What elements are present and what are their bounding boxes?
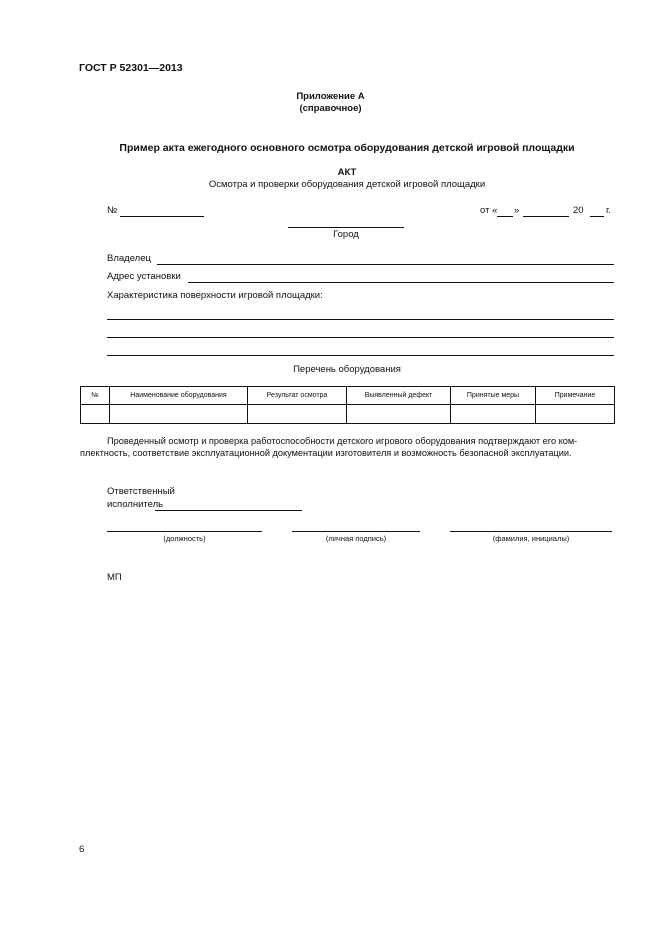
- date-year-line: [590, 216, 604, 217]
- column-header-inspection-result: Результат осмотра: [248, 387, 347, 405]
- date-month-line: [523, 216, 569, 217]
- standard-header: ГОСТ Р 52301—2013: [79, 62, 183, 74]
- name-caption: (фамилия, инициалы): [492, 534, 570, 543]
- signature-caption: (личная подпись): [325, 534, 387, 543]
- conclusion-line-1: Проведенный осмотр и проверка работоспособности детского игрового оборудования подтверждают его ком-: [107, 436, 578, 446]
- owner-label: Владелец: [107, 253, 151, 264]
- column-header-measures: Принятые меры: [451, 387, 536, 405]
- date-year-suffix: г.: [606, 205, 611, 216]
- date-quote-close: »: [514, 205, 520, 216]
- table-cell: [347, 405, 451, 424]
- city-caption: Город: [333, 229, 359, 240]
- page-number: 6: [79, 844, 85, 855]
- table-cell: [248, 405, 347, 424]
- executor-field-line: [155, 510, 302, 511]
- position-caption: (должность): [163, 534, 206, 543]
- owner-field-line: [157, 264, 614, 265]
- appendix-title: Приложение А: [296, 91, 365, 102]
- act-subtitle: Осмотра и проверки оборудования детской игровой площадки: [208, 179, 486, 190]
- address-label: Адрес установки: [107, 271, 181, 282]
- equipment-table: [80, 386, 615, 424]
- equipment-table-header: [81, 387, 615, 405]
- table-row: [81, 405, 615, 424]
- signature-field-line: [292, 531, 420, 532]
- city-field-line: [288, 227, 404, 228]
- number-label: №: [107, 205, 118, 216]
- number-field-line: [120, 216, 204, 217]
- executor-label: исполнитель: [107, 499, 164, 510]
- name-field-line: [450, 531, 612, 532]
- date-from-label: от «: [480, 205, 498, 216]
- date-year-label: 20: [573, 205, 584, 216]
- position-field-line: [107, 531, 262, 532]
- appendix-note: (справочное): [299, 103, 362, 114]
- responsible-label: Ответственный: [107, 486, 175, 497]
- date-day-line: [497, 216, 513, 217]
- column-header-note: Примечание: [536, 387, 615, 405]
- column-header-defect: Выявленный дефект: [347, 387, 451, 405]
- equipment-list-caption: Перечень оборудования: [293, 364, 401, 375]
- table-cell: [536, 405, 615, 424]
- conclusion-line-2: плектность, соответствие эксплуатационной документации изготовителя и возможность безопасной эксплуатации.: [80, 448, 572, 458]
- table-cell: [451, 405, 536, 424]
- document-title: Пример акта ежегодного основного осмотра оборудования детской игровой площадки: [119, 142, 575, 154]
- table-cell: [110, 405, 248, 424]
- act-title: АКТ: [337, 167, 357, 178]
- stamp-label: МП: [107, 572, 122, 583]
- address-field-line: [188, 282, 614, 283]
- column-header-equipment-name: Наименование оборудования: [110, 387, 248, 405]
- table-cell: [81, 405, 110, 424]
- surface-label: Характеристика поверхности игровой площадки:: [107, 290, 323, 301]
- surface-line-2: [107, 337, 614, 338]
- column-header-number: №: [81, 387, 110, 405]
- surface-line-3: [107, 355, 614, 356]
- surface-line-1: [107, 319, 614, 320]
